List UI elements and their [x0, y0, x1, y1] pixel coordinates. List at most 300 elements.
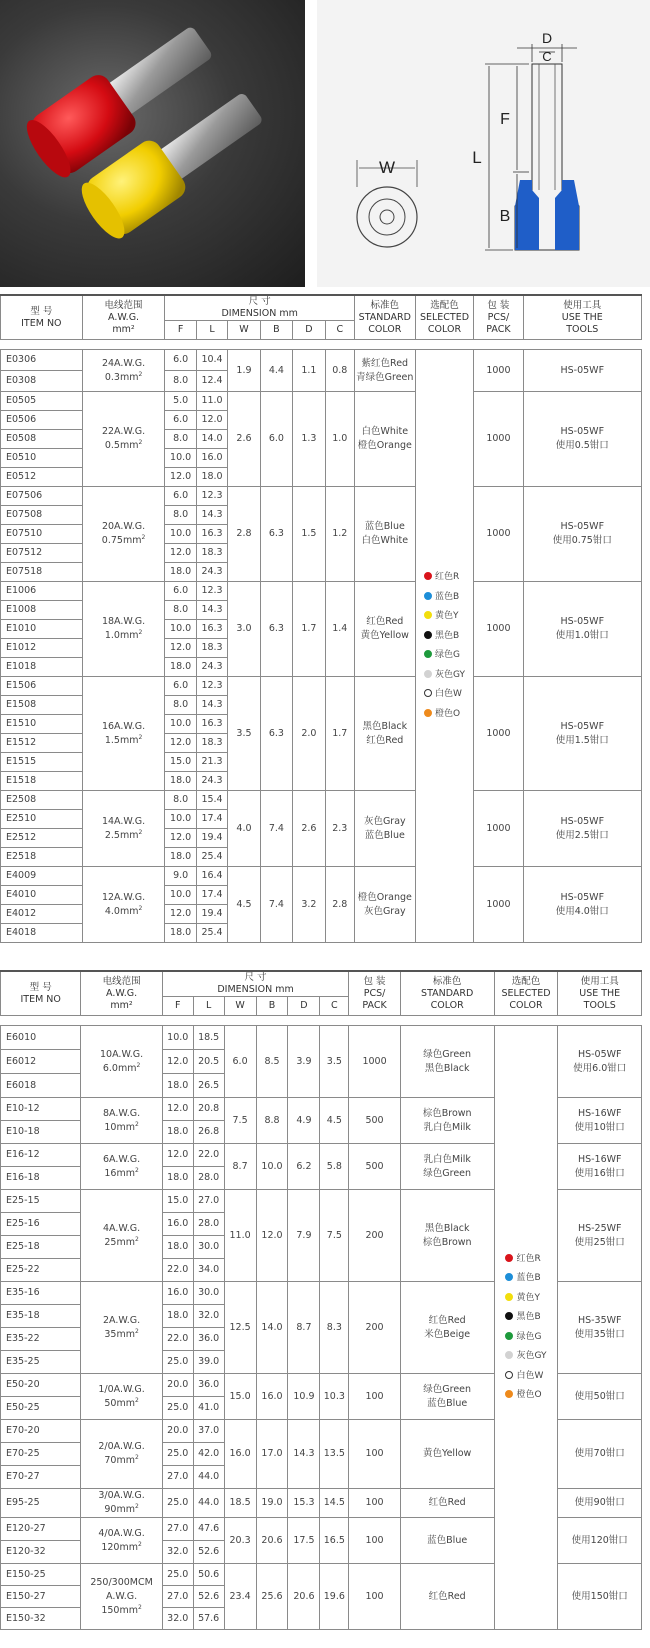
- dim-b: 19.0: [256, 1489, 288, 1518]
- header-dimension: [165, 295, 355, 321]
- dim-f: 18.0: [165, 563, 196, 582]
- dim-l: 14.3: [196, 601, 227, 620]
- wire-range-cell: 20A.W.G. $0.75mm^2$: [82, 487, 165, 582]
- dim-l: 57.6: [193, 1608, 224, 1630]
- header-wire-range-text: 电线范围: [104, 299, 143, 311]
- tool-text: HS-05WF: [560, 426, 605, 437]
- dim-f: 32.0: [162, 1608, 193, 1630]
- header-dimension-text: 尺 寸: [248, 296, 271, 307]
- dim-l: 14.3: [196, 506, 227, 525]
- item-no: E120-32: [1, 1541, 81, 1564]
- awg-value: 12A.W.G.: [101, 891, 146, 903]
- dim-f: 12.0: [162, 1050, 193, 1074]
- item-no: E1006: [1, 582, 83, 601]
- color-option: [424, 588, 465, 608]
- table-row: [1, 867, 642, 886]
- mm2-value: 120: [101, 1541, 120, 1553]
- header-std: [354, 295, 415, 340]
- mm2-value: 90: [104, 1504, 117, 1515]
- color-dot-icon: [505, 1312, 513, 1320]
- item-no: E16-18: [1, 1167, 81, 1190]
- pcs-per-pack: 1000: [474, 487, 523, 582]
- dim-d: 1.7: [293, 582, 325, 677]
- dim-f: 9.0: [165, 867, 196, 886]
- standard-color: [400, 1489, 494, 1518]
- dim-d: 3.9: [288, 1026, 320, 1098]
- item-no: E70-20: [1, 1420, 81, 1443]
- dim-f: 32.0: [162, 1541, 193, 1564]
- dim-f: 10.0: [165, 449, 196, 468]
- color-dot-icon: [505, 1390, 513, 1398]
- item-no: E1510: [1, 715, 83, 734]
- dim-l: 15.4: [196, 791, 227, 810]
- dim-l: 12.3: [196, 582, 227, 601]
- tool-text: 使用120钳口: [571, 1534, 628, 1546]
- dim-f: 27.0: [162, 1466, 193, 1489]
- tool-cell: [558, 1026, 642, 1098]
- standard-color: [354, 791, 415, 867]
- dim-b: 4.4: [260, 350, 292, 392]
- item-no: E2510: [1, 810, 83, 829]
- color-option-label: 绿色G: [516, 1331, 542, 1342]
- color-option: [424, 646, 465, 666]
- standard-color-text: 乳白色Milk: [423, 1153, 471, 1165]
- dim-b: 8.5: [256, 1026, 288, 1098]
- color-option-label: 橙色O: [434, 708, 461, 719]
- dim-w: 1.9: [228, 350, 260, 392]
- dim-c: 1.4: [325, 582, 354, 677]
- header-tool-text: TOOLS: [566, 323, 599, 335]
- header-dimension: [162, 971, 349, 997]
- dim-f: 10.0: [165, 715, 196, 734]
- dim-d: 15.3: [288, 1489, 320, 1518]
- item-no: E1515: [1, 753, 83, 772]
- mm2-value: 10: [104, 1121, 117, 1133]
- dim-f: 12.0: [165, 468, 196, 487]
- header-std-text: STANDARD: [358, 311, 411, 323]
- label-d: D: [541, 30, 553, 46]
- header-sel: [494, 971, 558, 1016]
- dim-f: 12.0: [165, 829, 196, 848]
- dim-c: 1.2: [325, 487, 354, 582]
- dim-l: 16.3: [196, 525, 227, 544]
- dim-l: 18.3: [196, 639, 227, 658]
- tool-cell: [558, 1564, 642, 1630]
- standard-color: [400, 1098, 494, 1144]
- header-dim-f: F: [162, 997, 193, 1016]
- table-row: [1, 1026, 642, 1050]
- dim-f: 18.0: [162, 1305, 193, 1328]
- awg-value: 6A.W.G.: [103, 1153, 141, 1165]
- standard-color: [400, 1564, 494, 1630]
- awg-value: 1/0A.W.G.: [98, 1383, 145, 1395]
- dim-f: 25.0: [162, 1564, 193, 1586]
- awg-value: 8A.W.G.: [103, 1107, 141, 1119]
- dim-c: 3.5: [320, 1026, 349, 1098]
- table-row: [1, 791, 642, 810]
- mm2-value: 0.3: [104, 371, 120, 383]
- color-option: [424, 705, 465, 725]
- pcs-per-pack: 100: [349, 1518, 401, 1564]
- dim-b: 20.6: [256, 1518, 288, 1564]
- dim-l: 47.6: [193, 1518, 224, 1541]
- dim-c: 13.5: [320, 1420, 349, 1489]
- item-no: E0512: [1, 468, 83, 487]
- dim-f: 8.0: [165, 506, 196, 525]
- wire-range-cell: 8A.W.G. $10mm^2$: [81, 1098, 162, 1144]
- dim-b: 16.0: [256, 1374, 288, 1420]
- header-item-no-text: 型 号: [30, 305, 53, 317]
- dim-c: 10.3: [320, 1374, 349, 1420]
- tool-text: HS-05WF: [560, 616, 605, 627]
- dim-w: 20.3: [224, 1518, 256, 1564]
- standard-color-text: 蓝色Blue: [364, 829, 405, 841]
- dim-b: 6.3: [260, 677, 292, 791]
- item-no: E4010: [1, 886, 83, 905]
- standard-color-text: 白色White: [361, 426, 409, 437]
- dim-b: 6.3: [260, 582, 292, 677]
- dim-w: 15.0: [224, 1374, 256, 1420]
- awg-value: 4A.W.G.: [103, 1222, 141, 1234]
- color-dot-icon: [424, 650, 432, 658]
- color-option-label: 黄色Y: [516, 1292, 540, 1303]
- tool-cell: [523, 867, 641, 943]
- standard-color-text: 红色Red: [428, 1314, 466, 1326]
- standard-color: [354, 392, 415, 487]
- dim-d: 17.5: [288, 1518, 320, 1564]
- dim-l: 18.0: [196, 468, 227, 487]
- standard-color-text: 橙色Orange: [357, 440, 412, 451]
- header-row-top: [1, 295, 642, 321]
- header-item-no-text: ITEM NO: [20, 993, 61, 1005]
- dim-f: 18.0: [162, 1074, 193, 1098]
- header-pack-text: PCS/: [487, 311, 510, 323]
- header-pack-text: PCS/: [363, 987, 386, 999]
- wire-range-cell: 4A.W.G. $25mm^2$: [81, 1190, 162, 1282]
- dim-c: 8.3: [320, 1282, 349, 1374]
- item-no: E1018: [1, 658, 83, 677]
- color-option-label: 白色W: [516, 1370, 544, 1381]
- tool-cell: [558, 1282, 642, 1374]
- dim-f: 5.0: [165, 392, 196, 411]
- dim-f: 8.0: [165, 601, 196, 620]
- color-option: [505, 1367, 546, 1387]
- header-wire-range-text: A.W.G.: [106, 987, 138, 999]
- standard-color: [400, 1420, 494, 1489]
- tool-text: HS-16WF: [577, 1107, 622, 1119]
- color-dot-icon: [424, 709, 432, 717]
- dim-f: 20.0: [162, 1420, 193, 1443]
- dim-l: 36.0: [193, 1328, 224, 1351]
- mm2-value: 16: [104, 1167, 117, 1179]
- dimension-diagram: [317, 0, 650, 287]
- table-gap-cell: [1, 340, 642, 350]
- item-no: E150-32: [1, 1608, 81, 1630]
- tool-cell: [558, 1518, 642, 1564]
- standard-color-text: 红色Red: [428, 1590, 466, 1602]
- tool-cell: [558, 1420, 642, 1489]
- color-option: [505, 1386, 546, 1406]
- dim-w: 6.0: [224, 1026, 256, 1098]
- tool-text: 使用35钳口: [574, 1328, 625, 1340]
- dim-l: 16.3: [196, 715, 227, 734]
- awg-value: 20A.W.G.: [101, 521, 146, 532]
- standard-color: [354, 677, 415, 791]
- dim-c: 14.5: [320, 1489, 349, 1518]
- dim-d: 14.3: [288, 1420, 320, 1489]
- header-tool-text: USE THE: [579, 987, 621, 999]
- dim-c: 1.7: [325, 677, 354, 791]
- standard-color-text: 红色Red: [366, 734, 404, 746]
- color-option: [424, 685, 465, 705]
- dim-l: 14.0: [196, 430, 227, 449]
- header-dim-c: C: [320, 997, 349, 1016]
- standard-color-text: 蓝色Blue: [364, 521, 405, 532]
- tool-text: 使用1.5钳口: [555, 734, 609, 746]
- dim-l: 16.3: [196, 620, 227, 639]
- item-no: E6010: [1, 1026, 81, 1050]
- dim-l: 50.6: [193, 1564, 224, 1586]
- header-pack-text: 包 装: [487, 299, 510, 311]
- dim-l: 42.0: [193, 1443, 224, 1466]
- standard-color: [400, 1190, 494, 1282]
- dim-w: 11.0: [224, 1190, 256, 1282]
- tool-text: 使用6.0钳口: [573, 1062, 627, 1074]
- dim-c: 4.5: [320, 1098, 349, 1144]
- item-no: E07508: [1, 506, 83, 525]
- item-no: E2518: [1, 848, 83, 867]
- label-b: B: [499, 208, 511, 225]
- tool-cell: [558, 1190, 642, 1282]
- header-dim-l: L: [196, 321, 227, 340]
- header-wire-range-text: mm²: [112, 323, 135, 335]
- dim-l: 18.5: [193, 1026, 224, 1050]
- wire-range-cell: 24A.W.G. $0.3mm^2$: [82, 350, 165, 392]
- tool-text: HS-25WF: [577, 1222, 622, 1234]
- pcs-per-pack: 100: [349, 1420, 401, 1489]
- mm2-value: 0.5: [104, 440, 120, 451]
- standard-color: [354, 487, 415, 582]
- item-no: E2508: [1, 791, 83, 810]
- dim-l: 34.0: [193, 1259, 224, 1282]
- color-dot-icon: [505, 1351, 513, 1359]
- color-option-label: 黑色B: [434, 630, 460, 641]
- dim-d: 2.0: [293, 677, 325, 791]
- header-tool-text: 使用工具: [580, 975, 619, 987]
- color-option: [424, 666, 465, 686]
- awg-value: 4/0A.W.G.: [98, 1527, 145, 1539]
- dim-f: 22.0: [162, 1259, 193, 1282]
- mm2-value: 50: [104, 1397, 117, 1409]
- item-no: E1508: [1, 696, 83, 715]
- standard-color: [354, 867, 415, 943]
- header-sel-text: 选配色: [511, 975, 541, 987]
- dim-d: 1.1: [293, 350, 325, 392]
- product-photo: [0, 0, 305, 287]
- header-wire-range: [82, 295, 165, 340]
- standard-color-text: 青绿色Green: [356, 371, 414, 383]
- pcs-per-pack: 1000: [474, 867, 523, 943]
- item-no: E35-16: [1, 1282, 81, 1305]
- dim-f: 18.0: [165, 848, 196, 867]
- mm2-value: 4.0: [104, 905, 120, 917]
- standard-color-text: 灰色Gray: [363, 815, 406, 827]
- mm2-value: 1.5: [104, 734, 120, 746]
- tool-cell: [523, 582, 641, 677]
- awg-value: 24A.W.G.: [101, 357, 146, 369]
- header-std: [400, 971, 494, 1016]
- mm2-value: 35: [104, 1328, 117, 1340]
- wire-range-cell: 10A.W.G. $6.0mm^2$: [81, 1026, 162, 1098]
- standard-color-text: 蓝色Blue: [427, 1534, 468, 1546]
- mm2-value: 150: [101, 1604, 120, 1616]
- header-dim-f: F: [165, 321, 196, 340]
- header-std-text: 标准色: [370, 299, 400, 311]
- header-dim-d: D: [293, 321, 325, 340]
- dim-f: 12.0: [165, 544, 196, 563]
- dim-b: 10.0: [256, 1144, 288, 1190]
- item-no: E0506: [1, 411, 83, 430]
- tool-cell: [558, 1374, 642, 1420]
- header-wire-range: [81, 971, 162, 1016]
- dim-f: 12.0: [165, 905, 196, 924]
- color-option-label: 红色R: [434, 572, 460, 582]
- item-no: E07510: [1, 525, 83, 544]
- dim-b: 6.0: [260, 392, 292, 487]
- header-sel-text: SELECTED: [419, 311, 470, 323]
- dim-l: 44.0: [193, 1489, 224, 1518]
- dim-w: 16.0: [224, 1420, 256, 1489]
- color-option: [505, 1347, 546, 1367]
- color-option: [424, 627, 465, 647]
- wire-range-cell: 2A.W.G. $35mm^2$: [81, 1282, 162, 1374]
- color-dot-icon: [505, 1254, 513, 1262]
- spec-table-large: [0, 970, 642, 1630]
- color-option-label: 灰色GY: [516, 1351, 547, 1361]
- table-row: [1, 350, 642, 371]
- dim-w: 2.8: [228, 487, 260, 582]
- header-item-no: [1, 971, 81, 1016]
- standard-color-text: 乳白色Milk: [423, 1121, 471, 1133]
- ferrule-end-view: [357, 158, 417, 247]
- mm2-value: 1.0: [104, 630, 120, 641]
- pcs-per-pack: 1000: [474, 582, 523, 677]
- awg-value: 2A.W.G.: [103, 1314, 141, 1326]
- dim-f: 18.0: [165, 658, 196, 677]
- standard-color: [400, 1026, 494, 1098]
- dim-c: 0.8: [325, 350, 354, 392]
- header-dim-b: B: [260, 321, 292, 340]
- dim-d: 20.6: [288, 1564, 320, 1630]
- header-std-text: COLOR: [368, 323, 402, 335]
- tool-text: 使用0.75钳口: [552, 535, 612, 546]
- dim-f: 25.0: [162, 1351, 193, 1374]
- dim-f: 25.0: [162, 1443, 193, 1466]
- dim-w: 23.4: [224, 1564, 256, 1630]
- dim-b: 6.3: [260, 487, 292, 582]
- item-no: E25-22: [1, 1259, 81, 1282]
- color-dot-icon: [424, 670, 432, 678]
- dim-l: 16.4: [196, 867, 227, 886]
- dim-l: 41.0: [193, 1397, 224, 1420]
- dim-l: 14.3: [196, 696, 227, 715]
- color-option: [424, 607, 465, 627]
- tool-text: 使用16钳口: [574, 1167, 625, 1179]
- header-dimension-text: 尺 寸: [244, 972, 267, 983]
- item-no: E0308: [1, 371, 83, 392]
- dim-f: 8.0: [165, 430, 196, 449]
- wire-range-cell: 2/0A.W.G. $70mm^2$: [81, 1420, 162, 1489]
- item-no: E25-18: [1, 1236, 81, 1259]
- dim-f: 20.0: [162, 1374, 193, 1397]
- standard-color: [400, 1374, 494, 1420]
- dim-l: 19.4: [196, 905, 227, 924]
- dim-f: 6.0: [165, 677, 196, 696]
- standard-color-text: 红色Red: [366, 616, 404, 627]
- dim-f: 6.0: [165, 411, 196, 430]
- item-no: E25-16: [1, 1213, 81, 1236]
- dim-f: 10.0: [165, 810, 196, 829]
- tool-text: HS-05WF: [560, 720, 605, 732]
- item-no: E6018: [1, 1074, 81, 1098]
- dim-l: 24.3: [196, 772, 227, 791]
- wire-range-cell: 12A.W.G. $4.0mm^2$: [82, 867, 165, 943]
- dim-l: 12.0: [196, 411, 227, 430]
- wire-range-cell: 3/0A.W.G. $90mm^2$: [81, 1489, 162, 1518]
- dim-w: 8.7: [224, 1144, 256, 1190]
- dim-f: 10.0: [165, 525, 196, 544]
- dim-c: 2.3: [325, 791, 354, 867]
- wire-range-cell: 1/0A.W.G. $50mm^2$: [81, 1374, 162, 1420]
- item-no: E35-25: [1, 1351, 81, 1374]
- table-row: [1, 392, 642, 411]
- table-gap: [1, 340, 642, 350]
- dim-c: 1.0: [325, 392, 354, 487]
- item-no: E25-15: [1, 1190, 81, 1213]
- color-dot-icon: [505, 1273, 513, 1281]
- dim-l: 11.0: [196, 392, 227, 411]
- item-no: E16-12: [1, 1144, 81, 1167]
- standard-color-text: 灰色Gray: [363, 905, 406, 917]
- dim-l: 18.3: [196, 544, 227, 563]
- header-std-text: 标准色: [432, 975, 462, 987]
- tool-text: HS-05WF: [560, 364, 605, 376]
- header-sel-text: SELECTED: [501, 987, 551, 999]
- item-no: E35-18: [1, 1305, 81, 1328]
- standard-color-text: 绿色Green: [423, 1383, 472, 1395]
- color-dot-icon: [424, 572, 432, 580]
- tool-cell: [558, 1489, 642, 1518]
- standard-color-text: 棕色Brown: [422, 1236, 472, 1248]
- dim-f: 8.0: [165, 371, 196, 392]
- dim-w: 4.5: [228, 867, 260, 943]
- header-wire-range-text: mm²: [110, 999, 133, 1011]
- mm2-value: 70: [104, 1455, 117, 1466]
- standard-color-text: 黑色Black: [424, 1062, 470, 1074]
- standard-color-text: 绿色Green: [423, 1048, 472, 1060]
- dim-f: 12.0: [165, 734, 196, 753]
- dim-l: 25.4: [196, 848, 227, 867]
- color-option: [505, 1269, 546, 1289]
- item-no: E07512: [1, 544, 83, 563]
- color-dot-icon: [505, 1332, 513, 1340]
- tool-text: 使用2.5钳口: [555, 829, 609, 841]
- awg-value: 18A.W.G.: [101, 616, 146, 627]
- dim-b: 7.4: [260, 867, 292, 943]
- color-dot-icon: [424, 611, 432, 619]
- dim-f: 18.0: [162, 1121, 193, 1144]
- pcs-per-pack: 100: [349, 1489, 401, 1518]
